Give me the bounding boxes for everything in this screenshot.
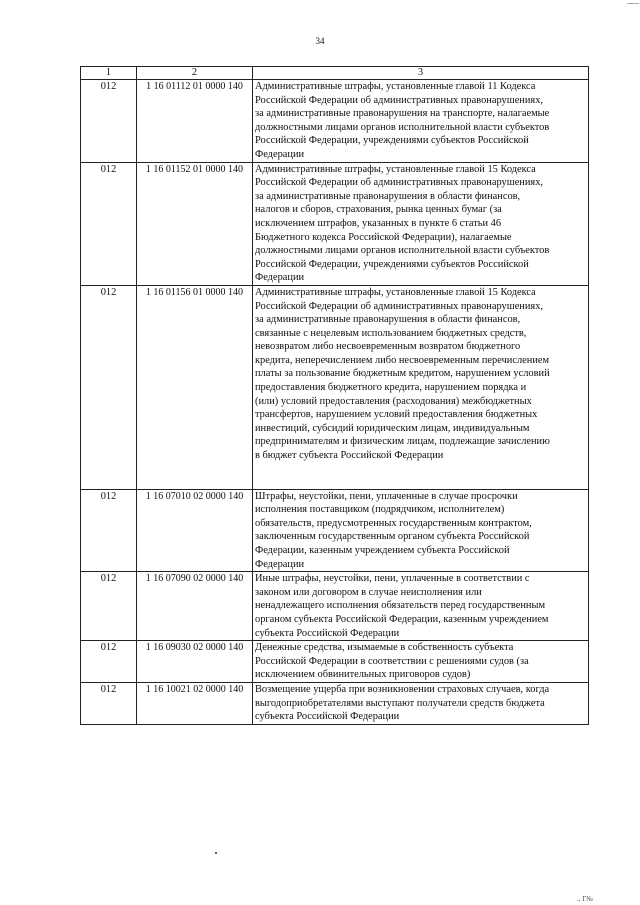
budget-classification-code-cell: 1 16 09030 02 0000 140 <box>137 641 253 683</box>
admin-code-cell: 012 <box>81 285 137 489</box>
admin-code-cell: 012 <box>81 162 137 285</box>
page-number: 34 <box>315 36 325 46</box>
description-line: Федерации <box>255 558 305 570</box>
description-line: за административные правонарушения в области финансов, <box>255 190 521 202</box>
description-line: Бюджетного кодекса Российской Федерации), налагаемые <box>255 231 512 243</box>
description-line: платы за пользование бюджетным кредитом, нарушением условий <box>255 368 550 380</box>
budget-classification-code-cell: 1 16 01152 01 0000 140 <box>137 162 253 285</box>
description-line: Российской Федерации в соответствии с решениями судов (за <box>255 655 529 667</box>
revenue-description-cell <box>253 285 589 489</box>
description-line: ненадлежащего исполнения обязательств перед государственным <box>255 600 546 612</box>
description-line: Российской Федерации об административных правонарушениях, <box>255 94 543 106</box>
revenue-description-cell <box>253 489 589 572</box>
description-line: должностными лицами органов исполнительной власти субъектов <box>255 245 550 257</box>
budget-classification-code-cell: 1 16 01156 01 0000 140 <box>137 285 253 489</box>
description-line: законом или договором в случае неисполнения или <box>255 586 482 598</box>
description-line: исполнения поставщиком (подрядчиком, исполнителем) <box>255 504 505 516</box>
description-line: (или) условий предоставления (расходования) межбюджетных <box>255 395 532 407</box>
revenue-description-cell <box>253 80 589 163</box>
revenue-description-cell <box>253 682 589 724</box>
description-line: за административные правонарушения в области финансов, <box>255 314 521 326</box>
description-line: обязательств, предусмотренных государственным контрактом, <box>255 517 532 529</box>
column-header-2: 2 <box>137 67 253 80</box>
footer-mark: ., Г№ <box>577 895 593 903</box>
description-line: Федерации <box>255 148 305 160</box>
budget-classification-code-cell: 1 16 07090 02 0000 140 <box>137 572 253 641</box>
corner-mark <box>627 0 639 4</box>
description-line: Российской Федерации, учреждениями субъектов Российской <box>255 135 529 147</box>
table-row <box>81 489 589 572</box>
table-header-row <box>81 67 589 80</box>
description-line: трансфертов, нарушением условий предоставления бюджетных <box>255 409 538 421</box>
description-line: Иные штрафы, неустойки, пени, уплаченные в соответствии с <box>255 573 530 585</box>
table-row <box>81 162 589 285</box>
revenue-description-cell <box>253 572 589 641</box>
description-line: субъекта Российской Федерации <box>255 711 400 723</box>
description-line: предоставления бюджетного кредита, нарушением порядка и <box>255 382 527 394</box>
table-row <box>81 80 589 163</box>
description-line: Административные штрафы, установленные главой 15 Кодекса <box>255 163 536 175</box>
budget-classification-code-cell: 1 16 07010 02 0000 140 <box>137 489 253 572</box>
description-line: Российской Федерации об административных правонарушениях, <box>255 177 543 189</box>
description-line: инвестиций, субсидий юридическим лицам, индивидуальным <box>255 422 530 434</box>
description-line: налогов и сборов, страхования, рынка ценных бумаг (за <box>255 204 502 216</box>
budget-codes-table <box>80 66 589 725</box>
admin-code-cell: 012 <box>81 641 137 683</box>
table-row <box>81 572 589 641</box>
description-line: Административные штрафы, установленные главой 11 Кодекса <box>255 81 536 92</box>
description-line: Российской Федерации, учреждениями субъектов Российской <box>255 258 529 270</box>
description-line: Российской Федерации об административных правонарушениях, <box>255 300 543 312</box>
budget-classification-code-cell: 1 16 01112 01 0000 140 <box>137 80 253 163</box>
budget-classification-code-cell: 1 16 10021 02 0000 140 <box>137 682 253 724</box>
description-line: Денежные средства, изымаемые в собственность субъекта <box>255 642 514 654</box>
stray-dot <box>215 852 217 854</box>
revenue-description-cell <box>253 162 589 285</box>
description-line: должностными лицами органов исполнительной власти субъектов <box>255 121 550 133</box>
table-row <box>81 285 589 489</box>
description-line: исключением обвинительных приговоров судов) <box>255 669 471 681</box>
description-line: в бюджет субъекта Российской Федерации <box>255 450 444 462</box>
description-line: предпринимателям и физическим лицам, подлежащие зачислению <box>255 436 550 448</box>
description-line: Возмещение ущерба при возникновении страховых случаев, когда <box>255 683 550 695</box>
description-line: субъекта Российской Федерации <box>255 627 400 639</box>
cell-spacer <box>255 463 586 489</box>
table-body <box>81 80 589 725</box>
description-line: за административные правонарушения на транспорте, налагаемые <box>255 108 550 120</box>
admin-code-cell: 012 <box>81 489 137 572</box>
table-row <box>81 641 589 683</box>
description-line: Административные штрафы, установленные главой 15 Кодекса <box>255 286 536 298</box>
description-line: связанные с нецелевым использованием бюджетных средств, <box>255 327 527 339</box>
description-line: Штрафы, неустойки, пени, уплаченные в случае просрочки <box>255 490 518 502</box>
admin-code-cell: 012 <box>81 682 137 724</box>
admin-code-cell: 012 <box>81 80 137 163</box>
column-header-1: 1 <box>81 67 137 80</box>
description-line: кредита, неперечислением либо несвоевременным перечислением <box>255 354 550 366</box>
description-line: Федерации <box>255 272 305 284</box>
table-row <box>81 682 589 724</box>
revenue-description-cell <box>253 641 589 683</box>
description-line: Федерации, казенным учреждением субъекта Российской <box>255 545 510 556</box>
column-header-3: 3 <box>253 67 589 80</box>
description-line: заключенным государственным органом субъекта Российской <box>255 531 530 543</box>
description-line: невозвратом либо несвоевременным возвратом бюджетного <box>255 341 521 353</box>
description-line: органом субъекта Российской Федерации, казенным учреждением <box>255 613 549 625</box>
description-line: выгодоприобретателями выступают получатели средств бюджета <box>255 697 545 709</box>
description-line: исключением штрафов, указанных в пункте 6 статьи 46 <box>255 217 502 229</box>
admin-code-cell: 012 <box>81 572 137 641</box>
